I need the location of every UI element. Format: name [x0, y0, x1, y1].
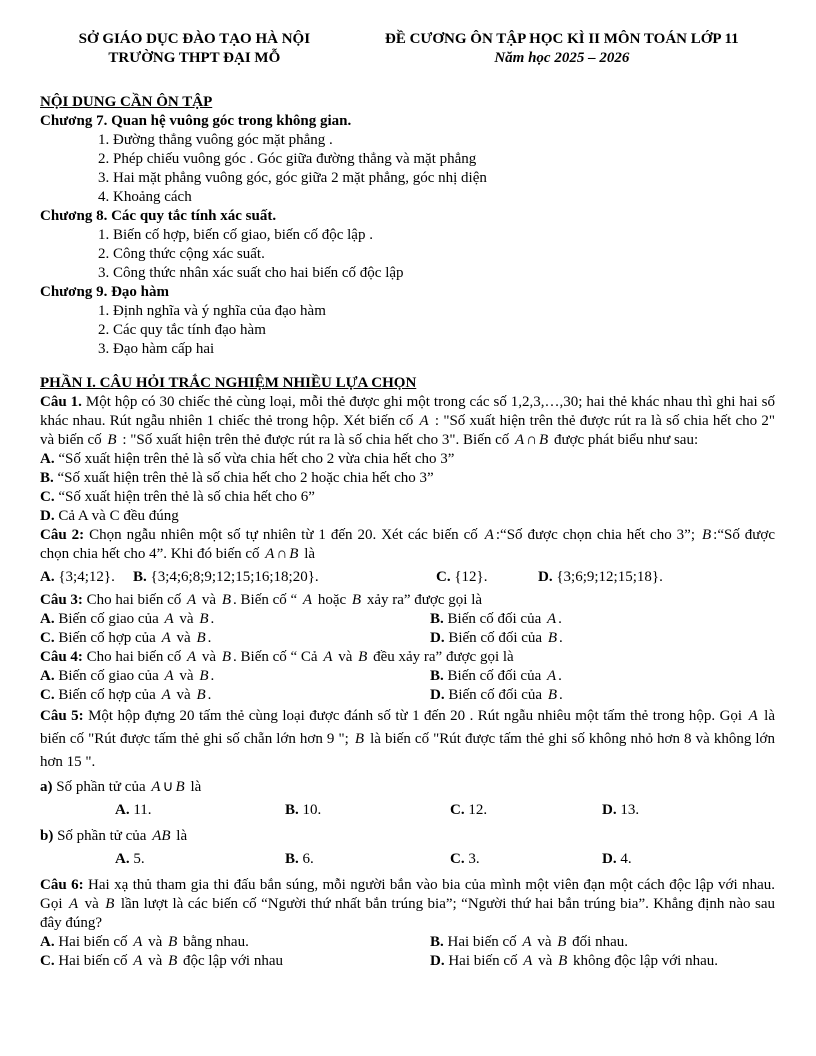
chapter-title: Chương 7. Quan hệ vuông góc trong không gian.	[40, 113, 352, 129]
option	[40, 952, 430, 971]
option	[285, 801, 450, 820]
math-variable: AB	[152, 828, 171, 844]
chapter-item: 3. Hai mặt phẳng vuông góc, góc giữa 2 mặt phẳng, góc nhị diện	[98, 170, 487, 186]
math-variable: A	[187, 649, 197, 665]
subpart-label: a)	[40, 779, 53, 795]
option-letter: A.	[40, 668, 55, 684]
chapter-item: 2. Công thức cộng xác suất.	[98, 246, 265, 262]
math-variable: B	[539, 432, 549, 448]
math-variable: B	[354, 731, 365, 747]
math-variable: A	[547, 668, 557, 684]
option-text: 10.	[302, 802, 322, 818]
school-name: TRƯỜNG THPT ĐẠI MỖ	[108, 50, 281, 66]
math-variable: B	[547, 630, 557, 646]
option-text: 6.	[302, 851, 314, 867]
math-variable: B	[168, 934, 178, 950]
math-variable: B	[107, 432, 117, 448]
options-row	[40, 566, 775, 588]
option-letter: B.	[430, 611, 444, 627]
math-variable: B	[289, 546, 299, 562]
chapter	[40, 207, 775, 283]
math-variable: A	[323, 649, 333, 665]
option-text: Biến cố đối của B .	[448, 630, 563, 646]
question-label: Câu 3:	[40, 592, 83, 608]
math-variable: A	[133, 934, 143, 950]
option-text: Hai biến cố A và B bằng nhau.	[58, 934, 249, 950]
option	[115, 801, 285, 820]
option	[430, 686, 775, 705]
option	[40, 686, 430, 705]
math-variable: B	[358, 649, 368, 665]
question-stem	[40, 526, 775, 564]
option-text: 4.	[620, 851, 632, 867]
question-stem-text: Hai xạ thủ tham gia thi đấu bắn súng, mỗi người bắn vào bia của mình một viên đạn một cách độc lập với nhau. Gọi A và B lần lượt là các biến cố “Người thứ nhất bắn trúng bia”; “Người thứ hai bắn trúng bia”. Khẳng định nào sau đây đúng?	[40, 877, 775, 931]
header-left	[40, 30, 349, 68]
chapter-item: 1. Đường thẳng vuông góc mặt phẳng .	[98, 132, 333, 148]
option-letter: B.	[430, 668, 444, 684]
option-text: {12}.	[454, 569, 488, 585]
option-text: Hai biến cố A và B độc lập với nhau	[58, 953, 283, 969]
question	[40, 393, 775, 526]
math-variable: A	[523, 953, 533, 969]
option	[450, 801, 602, 820]
chapter-item: 1. Biến cố hợp, biến cố giao, biến cố độc lập .	[98, 227, 373, 243]
option	[450, 850, 602, 869]
option-text: 5.	[133, 851, 145, 867]
option-text: Biến cố đối của B .	[448, 687, 563, 703]
question-stem-text: Một hộp có 30 chiếc thẻ cùng loại, mỗi thẻ được ghi một trong các số 1,2,3,…,30; hai thẻ khác nhau thì ghi hai số khác nhau. Rút ngẫu nhiên 1 chiếc thẻ trong hộp. Xét biến cố A : "Số xuất hiện trên thẻ được rút ra là số chia hết cho 2" và biến cố B : "Số xuất hiện trên thẻ được rút ra là số chia hết cho 3". Biến cố A ∩ B được phát biểu như sau:	[40, 394, 776, 448]
math-variable: A	[68, 896, 79, 912]
option-letter: C.	[40, 630, 55, 646]
math-variable: B	[199, 611, 209, 627]
part1-heading: PHẦN I. CÂU HỎI TRẮC NGHIỆM NHIỀU LỰA CHỌN	[40, 375, 417, 391]
option-letter: B.	[285, 851, 299, 867]
math-variable: B	[701, 527, 712, 543]
math-variable: A	[419, 413, 429, 429]
document-header	[40, 30, 775, 68]
math-variable: A	[547, 611, 557, 627]
math-variable: A	[161, 687, 171, 703]
question-stem	[40, 705, 775, 774]
option-text: {3;6;9;12;15;18}.	[556, 569, 663, 585]
question-stem-text: Cho hai biến cố A và B . Biến cố “ Cả A và B đều xảy ra” được gọi là	[86, 649, 514, 665]
school-board-name: SỞ GIÁO DỤC ĐÀO TẠO HÀ NỘI	[78, 31, 311, 47]
option	[40, 566, 133, 588]
option-letter: C.	[450, 851, 465, 867]
chapter-item: 2. Các quy tắc tính đạo hàm	[98, 322, 266, 338]
option	[115, 850, 285, 869]
option-letter: D.	[602, 802, 617, 818]
option-text: 13.	[620, 802, 640, 818]
question-stem	[40, 876, 775, 933]
option-letter: B.	[40, 470, 54, 486]
math-variable: A	[133, 953, 143, 969]
option-letter: A.	[40, 569, 55, 585]
option-letter: D.	[40, 508, 55, 524]
math-variable: B	[196, 687, 206, 703]
subpart	[40, 778, 775, 797]
math-variable: B	[547, 687, 557, 703]
option-text: Biến cố giao của A và B .	[58, 611, 215, 627]
math-variable: A	[187, 592, 197, 608]
question-label: Câu 1.	[40, 394, 82, 410]
option-text: Biến cố giao của A và B .	[58, 668, 215, 684]
option	[602, 850, 632, 869]
option-text: 12.	[468, 802, 488, 818]
math-variable: B	[557, 934, 567, 950]
option-text: Biến cố đối của A .	[447, 668, 562, 684]
option	[40, 629, 430, 648]
option-text: “Số xuất hiện trên thẻ là số chia hết cho 6”	[58, 489, 315, 505]
option	[602, 801, 639, 820]
options-row	[40, 850, 775, 869]
option	[40, 933, 430, 952]
question-stem	[40, 393, 775, 450]
option-letter: C.	[436, 569, 451, 585]
option	[40, 450, 775, 469]
option-letter: C.	[40, 953, 55, 969]
option-letter: C.	[40, 489, 55, 505]
option-letter: B.	[133, 569, 147, 585]
math-variable: A	[515, 432, 525, 448]
outline-section	[40, 112, 775, 359]
chapter-item: 3. Công thức nhân xác suất cho hai biến cố độc lập	[98, 265, 404, 281]
option-text: 3.	[468, 851, 480, 867]
options-grid	[40, 610, 775, 648]
option-text: 11.	[133, 802, 152, 818]
question	[40, 705, 775, 869]
option-text: Hai biến cố A và B không độc lập với nhau.	[448, 953, 718, 969]
chapter-item: 4. Khoảng cách	[98, 189, 192, 205]
question-stem-text: Một hộp đựng 20 tấm thẻ cùng loại được đánh số từ 1 đến 20 . Rút ngẫu nhiêu một tấm thẻ trong hộp. Gọi A là biến cố "Rút được tấm thẻ ghi số chẵn lớn hơn 9 "; B là biến cố "Rút được tấm thẻ ghi số không nhỏ hơn 8 và không lớn hơn 15 ".	[40, 708, 776, 770]
option-text: Biến cố đối của A .	[447, 611, 562, 627]
math-variable: A	[522, 934, 532, 950]
option	[430, 610, 775, 629]
document-title: ĐỀ CƯƠNG ÔN TẬP HỌC KÌ II MÔN TOÁN LỚP 11	[385, 31, 739, 47]
subpart-label: b)	[40, 828, 54, 844]
school-year: Năm học 2025 – 2026	[494, 50, 630, 66]
math-variable: B	[105, 896, 115, 912]
option	[40, 488, 775, 507]
math-variable: A	[161, 630, 171, 646]
option-text: Cả A và C đều đúng	[58, 508, 179, 524]
option-letter: B.	[285, 802, 299, 818]
chapter	[40, 283, 775, 359]
question	[40, 876, 775, 971]
chapter-title: Chương 9. Đạo hàm	[40, 284, 169, 300]
math-variable: B	[199, 668, 209, 684]
questions-section	[40, 393, 775, 971]
options-row	[40, 801, 775, 820]
option-letter: D.	[602, 851, 617, 867]
question-stem	[40, 648, 775, 667]
review-content-heading: NỘI DUNG CẦN ÔN TẬP	[40, 94, 213, 110]
option	[430, 952, 775, 971]
option-text: “Số xuất hiện trên thẻ là số vừa chia hết cho 2 vừa chia hết cho 3”	[58, 451, 455, 467]
option	[430, 667, 775, 686]
math-variable: B	[351, 592, 362, 608]
chapter-item: 1. Định nghĩa và ý nghĩa của đạo hàm	[98, 303, 326, 319]
math-variable: A	[748, 708, 758, 724]
option	[538, 566, 663, 588]
option-text: {3;4;6;8;9;12;15;16;18;20}.	[150, 569, 319, 585]
math-variable: B	[221, 649, 232, 665]
option-letter: B.	[430, 934, 444, 950]
math-variable: B	[168, 953, 178, 969]
question-label: Câu 5:	[40, 708, 84, 724]
option-letter: D.	[538, 569, 553, 585]
option	[40, 610, 430, 629]
option	[285, 850, 450, 869]
question-stem-text: Cho hai biến cố A và B . Biến cố “ A hoặc B xảy ra” được gọi là	[86, 592, 483, 608]
question	[40, 591, 775, 648]
math-variable: A	[164, 611, 174, 627]
question	[40, 526, 775, 588]
option-letter: D.	[430, 630, 445, 646]
question-stem	[40, 591, 775, 610]
question-stem-text: Chọn ngẫu nhiên một số tự nhiên từ 1 đến 20. Xét các biến cố A :“Số được chọn chia hết cho 3”; B :“Số được chọn chia hết cho 4”. Khi đó biến cố A ∩ B là	[40, 527, 776, 562]
option	[430, 933, 775, 952]
option-letter: C.	[450, 802, 465, 818]
option-letter: C.	[40, 687, 55, 703]
question-label: Câu 2:	[40, 527, 85, 543]
option	[40, 667, 430, 686]
option-letter: A.	[115, 802, 130, 818]
chapter-item: 3. Đạo hàm cấp hai	[98, 341, 215, 357]
option-text: Hai biến cố A và B đối nhau.	[447, 934, 628, 950]
subpart-text: Số phần tử của A ∪ B là	[56, 779, 202, 795]
chapter-item: 2. Phép chiếu vuông góc . Góc giữa đường thẳng và mặt phẳng	[98, 151, 477, 167]
option	[40, 507, 775, 526]
option	[430, 629, 775, 648]
option-text: Biến cố hợp của A và B .	[58, 630, 212, 646]
option-text: {3;4;12}.	[58, 569, 115, 585]
option-text: “Số xuất hiện trên thẻ là số chia hết cho 2 hoặc chia hết cho 3”	[57, 470, 434, 486]
subpart	[40, 827, 775, 846]
math-variable: B	[175, 779, 185, 795]
math-variable: A	[302, 592, 313, 608]
math-variable: B	[558, 953, 568, 969]
question-label: Câu 6:	[40, 877, 84, 893]
options-grid	[40, 933, 775, 971]
math-variable: B	[196, 630, 206, 646]
math-variable: A	[484, 527, 494, 543]
option	[40, 469, 775, 488]
option-letter: A.	[40, 611, 55, 627]
math-variable: A	[265, 546, 275, 562]
math-variable: A	[151, 779, 161, 795]
chapter-title: Chương 8. Các quy tắc tính xác suất.	[40, 208, 277, 224]
chapter	[40, 112, 775, 207]
option-letter: A.	[40, 451, 55, 467]
option-letter: D.	[430, 687, 445, 703]
option-letter: D.	[430, 953, 445, 969]
option-letter: A.	[40, 934, 55, 950]
subpart-text: Số phần tử của AB là	[57, 828, 188, 844]
option	[133, 566, 436, 588]
question	[40, 648, 775, 705]
option-text: Biến cố hợp của A và B .	[58, 687, 212, 703]
question-label: Câu 4:	[40, 649, 83, 665]
math-variable: B	[221, 592, 232, 608]
option-letter: A.	[115, 851, 130, 867]
option	[436, 566, 538, 588]
math-variable: A	[164, 668, 174, 684]
options-grid	[40, 667, 775, 705]
header-right	[349, 30, 775, 68]
